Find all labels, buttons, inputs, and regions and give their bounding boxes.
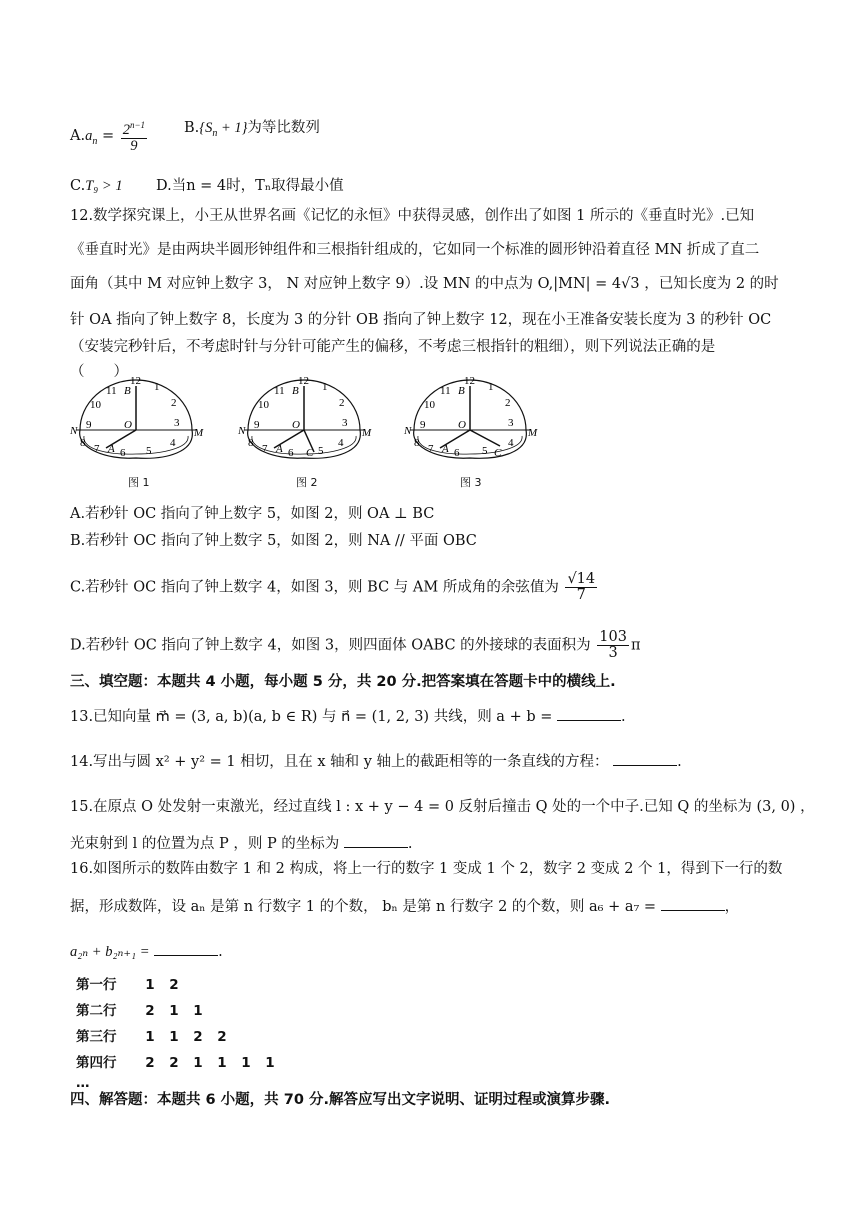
table-row	[76, 1024, 282, 1050]
svg-text:4: 4	[170, 437, 176, 449]
svg-text:1: 1	[154, 381, 160, 393]
option-c-prefix: C.	[70, 178, 86, 194]
q14-text: 14.写出与圆 x² + y² = 1 相切，且在 x 轴和 y 轴上的截距相等的一条直线的方程：	[70, 754, 609, 770]
q16-answer-blank-1[interactable]	[661, 896, 725, 911]
svg-text:11: 11	[274, 385, 285, 397]
svg-text:10: 10	[424, 399, 435, 411]
caption-figure-3: 图 3	[460, 476, 482, 489]
q14-answer-blank[interactable]	[613, 751, 677, 766]
svg-text:O: O	[292, 419, 300, 431]
table-cell: 2	[169, 977, 179, 993]
option-d-text: 当n = 4时，Tₙ取得最小值	[171, 178, 344, 194]
svg-text:3: 3	[174, 417, 180, 429]
q15-line2: 光束射到 l 的位置为点 P ，则 P 的坐标为 .	[70, 833, 413, 854]
caption-figure-2: 图 2	[296, 476, 318, 489]
table-cell: 1	[217, 1055, 227, 1071]
svg-text:7: 7	[428, 443, 434, 455]
q12-option-c-den: 7	[576, 587, 586, 603]
svg-text:3: 3	[508, 417, 514, 429]
figure-1	[66, 370, 206, 474]
svg-text:6: 6	[120, 447, 126, 459]
svg-text:N: N	[404, 425, 412, 437]
table-cell: 2	[145, 1003, 155, 1019]
option-a-prefix: A.	[70, 127, 86, 144]
number-array-table	[76, 972, 282, 1092]
svg-text:A: A	[442, 443, 449, 455]
svg-text:5: 5	[482, 445, 488, 457]
q16-line3: a₂ₙ + b₂ₙ₊₁ = .	[70, 941, 223, 962]
svg-text:A: A	[276, 443, 283, 455]
svg-text:C: C	[306, 447, 314, 459]
table-cell: 1	[193, 1055, 203, 1071]
svg-text:M: M	[528, 427, 538, 439]
q11-option-a: $A.a_n$ = $\frac{2^{n-1}}{9}$	[70, 120, 146, 154]
q13-answer-blank[interactable]	[557, 706, 621, 721]
section-3-heading: 三、填空题：本题共 4 小题，每小题 5 分，共 20 分.把答案填在答题卡中的横线上.	[70, 674, 616, 690]
table-row	[76, 1050, 282, 1076]
row-label-ellipsis: …	[76, 1075, 90, 1091]
q15-line2-text: 光束射到 l 的位置为点 P ，则 P 的坐标为	[70, 836, 340, 852]
q12-line3: 面角（其中 M 对应钟上数字 3， N 对应钟上数字 9）.设 MN 的中点为 O,|MN| = 4√3 ，已知长度为 2 的时	[70, 276, 779, 292]
option-b-prefix: B.	[184, 120, 200, 136]
svg-text:B: B	[458, 385, 465, 397]
svg-text:B: B	[124, 385, 131, 397]
q12-option-c-text: C.若秒针 OC 指向了钟上数字 4，如图 3，则 BC 与 AM 所成角的余弦值为	[70, 579, 559, 596]
svg-text:4: 4	[338, 437, 344, 449]
option-a-fraction	[121, 118, 147, 154]
q12-option-d-pi: π	[630, 637, 641, 654]
q12-option-b: B.若秒针 OC 指向了钟上数字 5，如图 2，则 NA // 平面 OBC	[70, 533, 477, 549]
row-label: 第三行	[76, 1029, 117, 1045]
svg-text:11: 11	[440, 385, 451, 397]
q16-line2: 据，形成数阵，设 aₙ 是第 n 行数字 1 的个数， bₙ 是第 n 行数字 2 的个数，则 a₆ + a₇ = ，	[70, 896, 739, 917]
svg-text:5: 5	[146, 445, 152, 457]
q16-line2-text: 据，形成数阵，设 aₙ 是第 n 行数字 1 的个数， bₙ 是第 n 行数字 2 的个数，则 a₆ + a₇ =	[70, 899, 657, 915]
table-cell: 2	[217, 1029, 227, 1045]
svg-text:7: 7	[94, 443, 100, 455]
q12-option-d	[70, 630, 641, 661]
svg-text:B: B	[292, 385, 299, 397]
row-label: 第一行	[76, 977, 117, 993]
svg-text:1: 1	[322, 381, 328, 393]
svg-text:O: O	[124, 419, 132, 431]
q11-option-d	[156, 176, 344, 196]
table-cell: 2	[193, 1029, 203, 1045]
svg-text:M: M	[362, 427, 372, 439]
q11-option-b: $B.\{S_n + 1\}$为等比数列	[184, 120, 320, 139]
q16-answer-blank-2[interactable]	[154, 941, 218, 956]
table-row	[76, 972, 282, 998]
svg-text:9: 9	[254, 419, 260, 431]
figure-2	[234, 370, 374, 474]
svg-text:9: 9	[86, 419, 92, 431]
svg-text:5: 5	[318, 445, 324, 457]
clock-figure-1	[66, 370, 206, 470]
q15-answer-blank[interactable]	[344, 833, 408, 848]
table-row	[76, 998, 282, 1024]
svg-text:2: 2	[171, 397, 177, 409]
q12-option-d-fraction	[597, 630, 629, 661]
svg-text:N: N	[70, 425, 78, 437]
q12-option-d-den: 3	[608, 645, 618, 661]
table-cell: 1	[169, 1003, 179, 1019]
svg-text:1: 1	[488, 381, 494, 393]
table-cell: 2	[169, 1055, 179, 1071]
q12-line6: （ ）	[70, 364, 128, 380]
q14: 14.写出与圆 x² + y² = 1 相切，且在 x 轴和 y 轴上的截距相等的一条直线的方程： .	[70, 751, 682, 772]
svg-text:C: C	[494, 447, 502, 459]
q13-text: 13.已知向量 m⃗ = (3, a, b)(a, b ∈ R) 与 n⃗ = (1, 2, 3) 共线，则 a + b =	[70, 709, 553, 725]
svg-text:8: 8	[414, 437, 420, 449]
q11-option-c	[70, 176, 123, 196]
q12-line5: （安装完秒针后，不考虑时针与分针可能产生的偏移，不考虑三根指针的粗细），则下列说法正确的是	[70, 339, 716, 355]
svg-text:A: A	[108, 443, 115, 455]
svg-text:2: 2	[505, 397, 511, 409]
svg-text:6: 6	[454, 447, 460, 459]
q12-line2: 《垂直时光》是由两块半圆形钟组件和三根指针组成的，它如同一个标准的圆形钟沿着直径 MN 折成了直二	[70, 242, 760, 258]
table-cell: 1	[193, 1003, 203, 1019]
q12-option-a: A.若秒针 OC 指向了钟上数字 5，如图 2，则 OA ⊥ BC	[70, 506, 435, 522]
option-b-text: 为等比数列	[247, 120, 320, 136]
svg-text:12: 12	[298, 375, 309, 387]
svg-text:6: 6	[288, 447, 294, 459]
table-cell: 1	[169, 1029, 179, 1045]
q12-option-c-fraction	[565, 572, 597, 603]
q13: 13.已知向量 m⃗ = (3, a, b)(a, b ∈ R) 与 n⃗ = (1, 2, 3) 共线，则 a + b = .	[70, 706, 626, 727]
option-c-text: T₉ > 1	[85, 178, 123, 194]
q12-option-d-text: D.若秒针 OC 指向了钟上数字 4，如图 3，则四面体 OABC 的外接球的表面积为	[70, 637, 591, 654]
svg-text:10: 10	[258, 399, 269, 411]
table-cell: 2	[145, 1055, 155, 1071]
svg-text:8: 8	[80, 437, 86, 449]
table-cell: 1	[265, 1055, 275, 1071]
q12-line1: 12.数学探究课上，小王从世界名画《记忆的永恒》中获得灵感，创作出了如图 1 所示的《垂直时光》.已知	[70, 208, 755, 224]
svg-text:3: 3	[342, 417, 348, 429]
row-label: 第二行	[76, 1003, 117, 1019]
svg-text:7: 7	[262, 443, 268, 455]
clock-figure-2	[234, 370, 374, 470]
svg-text:N: N	[238, 425, 246, 437]
q12-option-d-num: 103	[599, 629, 627, 645]
section-4-heading: 四、解答题：本题共 6 小题，共 70 分.解答应写出文字说明、证明过程或演算步骤.	[70, 1092, 610, 1108]
svg-text:2: 2	[339, 397, 345, 409]
svg-text:12: 12	[130, 375, 141, 387]
figure-3	[400, 370, 540, 474]
svg-text:9: 9	[420, 419, 426, 431]
svg-text:O: O	[458, 419, 466, 431]
q12-line4: 针 OA 指向了钟上数字 8，长度为 3 的分针 OB 指向了钟上数字 12，现在小王准备安装长度为 3 的秒针 OC	[70, 312, 772, 328]
svg-text:12: 12	[464, 375, 475, 387]
table-cell: 1	[145, 977, 155, 993]
svg-text:11: 11	[106, 385, 117, 397]
caption-figure-1: 图 1	[128, 476, 150, 489]
row-label: 第四行	[76, 1055, 117, 1071]
q16-line3-text: a₂ₙ + b₂ₙ₊₁ =	[70, 944, 150, 960]
table-cell: 1	[241, 1055, 251, 1071]
option-d-prefix: D.	[156, 178, 172, 194]
svg-text:M: M	[194, 427, 204, 439]
option-a-num: 2	[122, 121, 130, 138]
option-a-exp: n−1	[129, 120, 146, 130]
svg-text:4: 4	[508, 437, 514, 449]
q16-line1: 16.如图所示的数阵由数字 1 和 2 构成，将上一行的数字 1 变成 1 个 2，数字 2 变成 2 个 1，得到下一行的数	[70, 861, 783, 877]
clock-figure-3	[400, 370, 540, 470]
svg-text:8: 8	[248, 437, 254, 449]
table-cell: 1	[145, 1029, 155, 1045]
option-a-den: 9	[130, 137, 138, 154]
svg-text:10: 10	[90, 399, 101, 411]
q12-option-c-num: √14	[567, 571, 596, 587]
q15-line1: 15.在原点 O 处发射一束激光，经过直线 l : x + y − 4 = 0 反射后撞击 Q 处的一个中子.已知 Q 的坐标为 (3, 0) ，	[70, 799, 815, 815]
q12-option-c	[70, 572, 599, 603]
